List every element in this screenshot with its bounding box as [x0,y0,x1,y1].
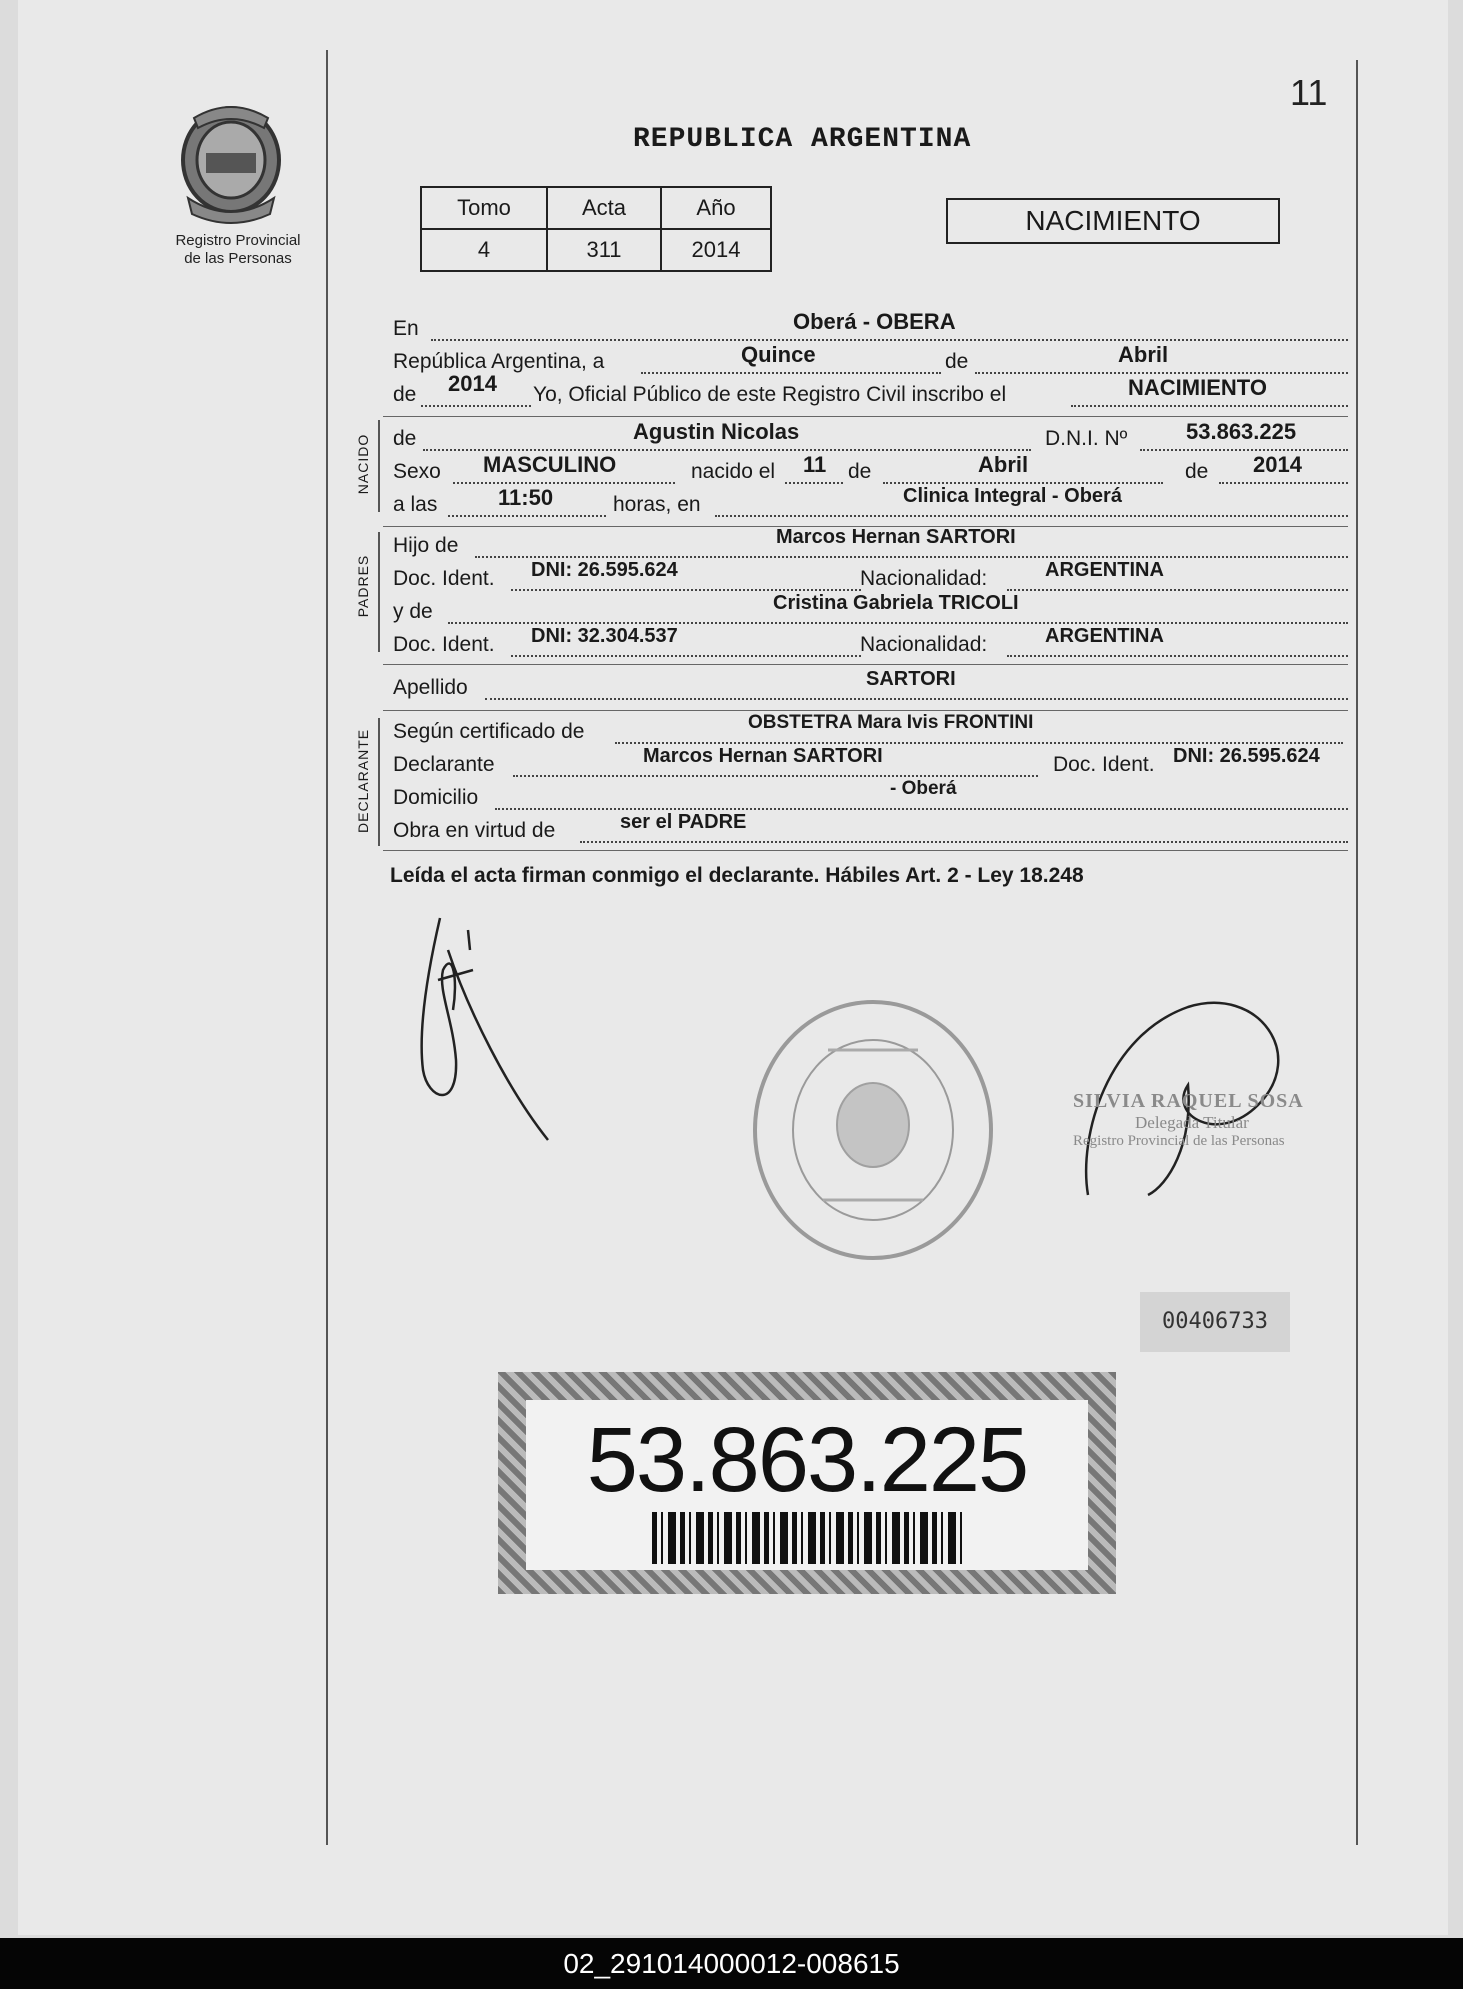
barcode-inner [526,1400,1088,1570]
nacionalidad-label: Nacionalidad: [860,567,988,590]
en-label: En [393,317,419,340]
y-de-label: y de [393,600,433,623]
padres-bar [378,532,380,652]
declarant-doc: DNI: 26.595.624 [1173,745,1320,767]
de-label: de [848,460,872,483]
divider [383,416,1348,417]
birth-place: Clinica Integral - Oberá [903,485,1122,507]
registration-year: 2014 [448,371,497,396]
registration-day: Quince [741,342,816,367]
sexo-label: Sexo [393,460,441,483]
section-label-declarante: DECLARANTE [355,728,371,833]
divider [383,850,1348,851]
official-stamp [1073,1090,1373,1150]
certificado-label: Según certificado de [393,720,585,743]
de-label: de [1185,460,1209,483]
declarant-role: ser el PADRE [620,811,747,833]
scan-id-bar: 02_291014000012-008615 [0,1938,1463,1989]
official-seal [728,980,1018,1280]
oficial-text: Yo, Oficial Público de este Registro Civil inscribo el [533,383,1007,406]
birth-day: 11 [803,452,827,477]
divider [383,710,1348,711]
province-emblem [166,98,296,228]
section-label-padres: PADRES [355,554,371,618]
dni-label: D.N.I. Nº [1045,427,1128,450]
republica-label: República Argentina, a [393,350,605,373]
row-en [393,309,1348,347]
registration-event: NACIMIENTO [1128,375,1267,400]
control-number: 00406733 [1140,1292,1290,1352]
row-domicilio [393,778,1348,816]
official-role: Delegada Titular [1135,1113,1249,1132]
de-label: de [393,427,417,450]
divider [383,664,1348,665]
left-margin-line [326,50,328,1845]
declarant-name: Marcos Hernan SARTORI [643,745,883,767]
mother-doc: DNI: 32.304.537 [531,625,678,647]
obra-label: Obra en virtud de [393,819,556,842]
birth-city: Oberá - OBERA [793,309,956,334]
registry-caption-line-1: Registro Provincial [175,232,301,249]
barcode-bars [652,1512,962,1564]
doc-ident-label: Doc. Ident. [393,567,495,590]
row-declarante [393,745,1348,783]
nacido-el-label: nacido el [691,460,776,483]
declarant-address: - Oberá [890,778,957,799]
father-name: Marcos Hernan SARTORI [776,526,1016,548]
registry-table [420,186,772,272]
closing-statement: Leída el acta firman conmigo el declarante. Hábiles Art. 2 - Ley 18.248 [390,864,1084,887]
child-sex: MASCULINO [483,452,617,477]
registration-month: Abril [1118,342,1169,367]
page-number: 11 [1290,72,1328,113]
birth-time: 11:50 [498,485,554,510]
row-obra [393,811,1348,849]
official-name: SILVIA RAQUEL SOSA [1073,1090,1304,1112]
document-page [18,0,1448,1935]
apellido-label: Apellido [393,676,468,699]
official-office: Registro Provincial de las Personas [1073,1133,1285,1149]
table-value-tomo: 4 [421,229,547,271]
barcode-number: 53.863.225 [586,1409,1028,1511]
father-nationality: ARGENTINA [1045,559,1164,581]
de-label: de [945,350,969,373]
declarant-signature [398,910,558,1150]
mother-nationality: ARGENTINA [1045,625,1164,647]
a-las-label: a las [393,493,438,516]
child-dni: 53.863.225 [1186,419,1297,444]
registry-caption [153,232,323,268]
right-margin-line [1356,60,1358,1845]
domicilio-label: Domicilio [393,786,479,809]
horas-label: horas, en [613,493,701,516]
country-title: REPUBLICA ARGENTINA [633,124,972,155]
birth-year: 2014 [1253,452,1302,477]
child-name: Agustin Nicolas [633,419,800,444]
surname: SARTORI [866,668,956,690]
record-type-box: NACIMIENTO [946,198,1280,244]
barcode-label [498,1372,1116,1594]
section-label-nacido: NACIDO [355,433,371,495]
row-madre-doc [393,625,1348,663]
mother-name: Cristina Gabriela TRICOLI [773,592,1019,614]
hijo-de-label: Hijo de [393,534,459,557]
birth-month: Abril [978,452,1029,477]
declarante-bar [378,718,380,846]
row-nacido-hora [393,485,1348,523]
nacido-bar [378,420,380,512]
father-doc: DNI: 26.595.624 [531,559,678,581]
doc-ident-label: Doc. Ident. [1053,753,1155,776]
table-value-acta: 311 [547,229,661,271]
table-header-tomo: Tomo [421,187,547,229]
declarante-label: Declarante [393,753,495,776]
de-label: de [393,383,417,406]
doc-ident-label: Doc. Ident. [393,633,495,656]
registry-caption-line-2: de las Personas [184,250,292,267]
table-header-ano: Año [661,187,771,229]
registry-table-header [421,187,771,229]
row-apellido [393,668,1348,706]
table-header-acta: Acta [547,187,661,229]
certificate-issuer: OBSTETRA Mara Ivis FRONTINI [748,712,1034,733]
registry-table-values [421,229,771,271]
table-value-ano: 2014 [661,229,771,271]
nacionalidad-label: Nacionalidad: [860,633,988,656]
row-oficial [393,371,1348,413]
